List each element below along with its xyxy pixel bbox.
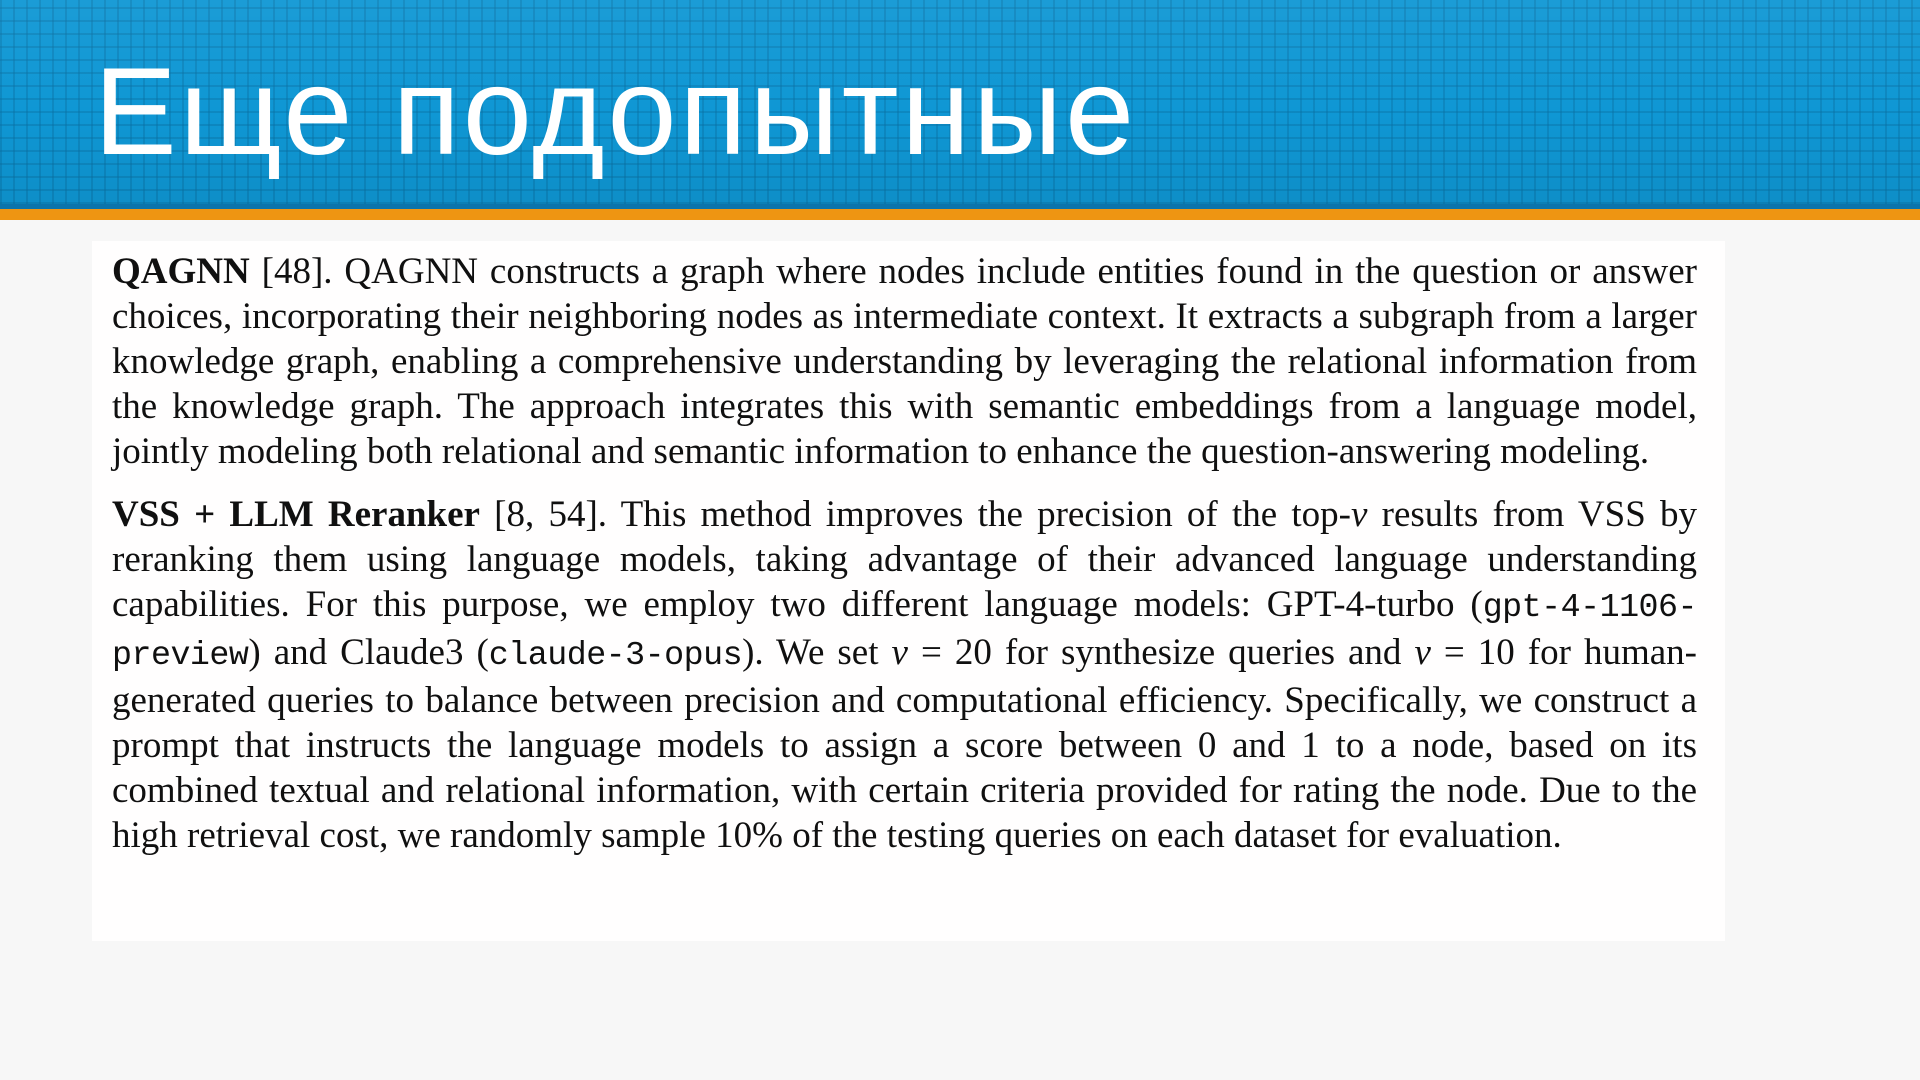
slide-header bbox=[0, 0, 1920, 209]
text-segment-normal: results from VSS by reranking them using language models, taking advantage of their advanced language understanding capabilities. For this purpose, we employ two different language models: GPT-4-turbo ( bbox=[112, 494, 1698, 625]
text-segment-normal: = 10 for human-generated queries to balance between precision and computational efficiency. Specifically, we construct a prompt that instructs the language models to assign a score between 0 and 1 to a node, based on its combined textual and relational information, with certain criteria provided for rating the node. Due to the high retrieval cost, we randomly sample 10% of the testing queries on each dataset for evaluation. bbox=[112, 632, 1697, 856]
text-segment-normal: ) and Claude3 ( bbox=[248, 632, 489, 673]
text-segment-bold: QAGNN bbox=[112, 251, 250, 292]
text-segment-normal: = 20 for synthesize queries and bbox=[907, 632, 1415, 673]
paragraph bbox=[112, 492, 1697, 858]
slide-title: Еще подопытные bbox=[94, 43, 1138, 181]
accent-bar bbox=[0, 209, 1920, 220]
paper-excerpt-box bbox=[92, 241, 1725, 941]
text-segment-mono: gpt-4-1106-preview bbox=[112, 588, 1697, 674]
text-segment-normal: [48]. QAGNN constructs a graph where nodes include entities found in the question or answer choices, incorporating their neighboring nodes as intermediate context. It extracts a subgraph from a larger knowledge graph, enabling a comprehensive understanding by leveraging the relational information from the knowledge graph. The approach integrates this with semantic embeddings from a language model, jointly modeling both relational and semantic information to enhance the question-answering modeling. bbox=[112, 251, 1697, 472]
text-segment-italic: v bbox=[891, 632, 908, 673]
text-segment-italic: v bbox=[1350, 494, 1368, 535]
text-segment-normal: ). We set bbox=[742, 632, 892, 673]
paragraph bbox=[112, 249, 1697, 474]
text-segment-italic: v bbox=[1414, 632, 1431, 673]
text-segment-normal: [8, 54]. This method improves the precision of the top- bbox=[479, 494, 1351, 535]
text-segment-bold: VSS + LLM Reranker bbox=[112, 494, 480, 535]
text-segment-mono: claude-3-opus bbox=[488, 636, 743, 674]
